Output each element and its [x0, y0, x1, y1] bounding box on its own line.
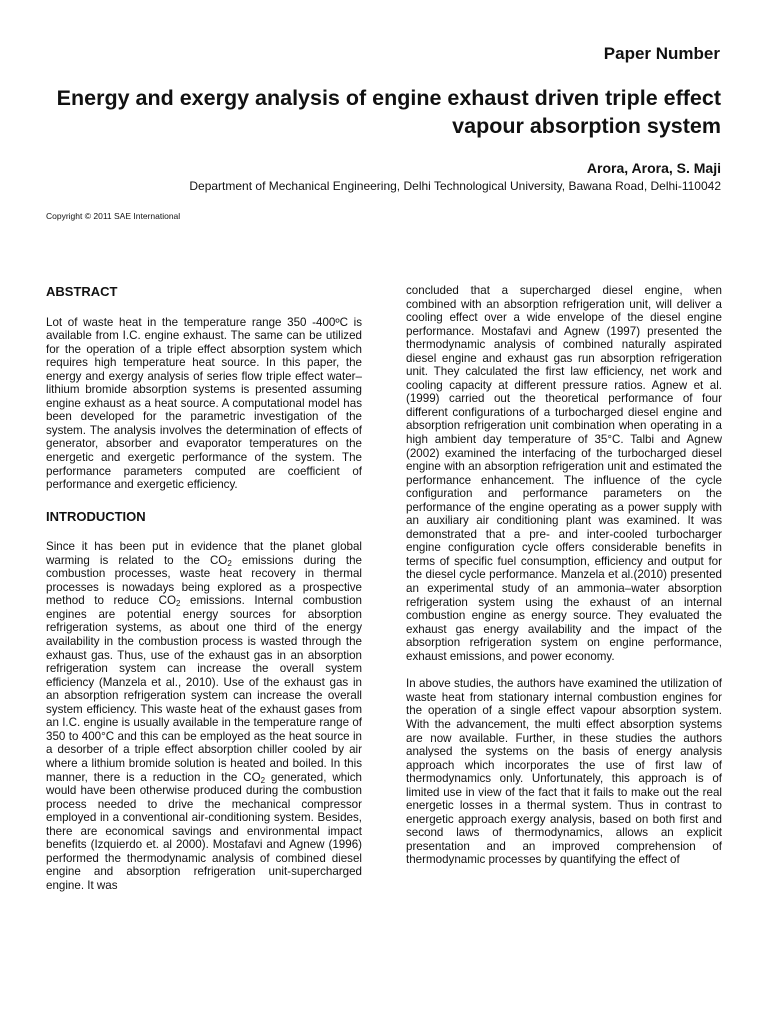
introduction-heading: INTRODUCTION	[46, 508, 146, 524]
right-column	[406, 284, 722, 867]
intro-p1-part-b: emissions during the combustion processes, waste heat recovery in thermal processes is nowadays being explored as a prospective method to reduce CO	[46, 553, 362, 608]
intro-p1-part-a: Since it has been put in evidence that the planet global warming is related to the CO	[46, 540, 362, 567]
affiliation: Department of Mechanical Engineering, Delhi Technological University, Bawana Road, Delhi-110042	[189, 179, 721, 193]
co2-subscript: 2	[176, 599, 181, 609]
introduction-paragraph-2: concluded that a supercharged diesel engine, when combined with an absorption refrigeration unit, will deliver a cooling effect over a wide envelope of the diesel engine performance. Mostafavi and Agnew (1997) presented the thermodynamic analysis of combined naturally aspirated diesel engine and exhaust gas run absorption refrigeration unit. They calculated the first law efficiency, net work and cooling capacity at different pressure ratios. Agnew et al. (1999) carried out the theoretical performance of four different configurations of a turbocharged diesel engine and absorption refrigeration unit combination when operating in a high ambient day temperature of 35°C. Talbi and Agnew (2002) examined the interfacing of the turbocharged diesel engine with an absorption refrigeration unit and estimated the performance enhancement. The influence of the cycle configuration and performance parameters on the performance of the engine operating as a power supply with an auxiliary air conditioning plant was examined. It was demonstrated that a pre- and inter-cooled turbocharger engine configuration cycle offers considerable benefits in terms of specific fuel consumption, efficiency and output for the diesel cycle performance. Manzela et al.(2010) presented an experimental study of an ammonia–water absorption refrigeration system using the exhaust of an internal combustion engine as energy source. They evaluated the exhaust gas energy availability and the impact of the absorption refrigeration system on engine performance, exhaust emissions, and power economy.	[406, 284, 722, 663]
intro-p1-part-d: generated, which would have been otherwise produced during the combustion process needed to drive the mechanical compressor employed in a conventional air-conditioning system. Besides, there are economical savings and environmental impact benefits (Izquierdo et. al 2000). Mostafavi and Agnew (1996) performed the thermodynamic analysis of combined diesel engine and absorption refrigeration unit-supercharged engine. It was	[46, 770, 362, 892]
paper-number: Paper Number	[603, 44, 720, 63]
paper-title: Energy and exergy analysis of engine exhaust driven triple effect vapour absorption system	[56, 86, 721, 138]
co2-subscript: 2	[227, 558, 232, 568]
copyright-notice: Copyright © 2011 SAE International	[46, 211, 181, 221]
left-column	[46, 285, 362, 892]
abstract-text: Lot of waste heat in the temperature range 350 -400ºC is available from I.C. engine exhaust. The same can be utilized for the operation of a triple effect absorption system which requires high temperature heat source. In this paper, the energy and exergy analysis of series flow triple effect water–lithium bromide absorption systems is presented assuming engine exhaust as a heat source. A computational model has been developed for the parametric investigation of the system. The analysis involves the determination of effects of generator, absorber and evaporator temperatures on the energetic and exergetic performance of the system. The performance parameters computed are coefficient of performance and exergetic efficiency.	[46, 315, 362, 492]
introduction-paragraph-1	[46, 540, 362, 892]
co2-subscript: 2	[260, 775, 266, 785]
intro-p1-part-c: emissions. Internal combustion engines are potential energy sources for absorption refrigeration systems, as about one third of the energy availability in the combustion process is wasted through the exhaust gas. Thus, use of the exhaust gas in an absorption refrigeration system can increase the overall system efficiency (Manzela et al., 2010). Use of the exhaust gas in an absorption refrigeration system can increase the overall system efficiency. This waste heat of the exhaust gases from an I.C. engine is usually available in the temperature range of 350 to 400°C and this can be employed as the heat source in a desorber of a triple effect absorption chiller cooled by air where a lithium bromide solution is heated and boiled. In this manner, there is a reduction in the CO	[46, 594, 362, 784]
introduction-paragraph-3: In above studies, the authors have examined the utilization of waste heat from stationary internal combustion engines for the operation of a single effect vapour absorption system. With the advancement, the multi effect absorption systems are now available. Further, in these studies the authors analysed the systems on the basis of energy analysis approach which incorporates the use of first law of thermodynamics only. Unfortunately, this approach is of limited use in view of the fact that it fails to make out the real energetic losses in a thermal system. Thus in contrast to energetic approach exergy analysis, based on both first and second laws of thermodynamics, allows an explicit presentation and an improved comprehension of thermodynamic processes by quantifying the effect of	[406, 677, 722, 867]
authors: Arora, Arora, S. Maji	[586, 160, 721, 176]
abstract-heading: ABSTRACT	[46, 284, 118, 299]
